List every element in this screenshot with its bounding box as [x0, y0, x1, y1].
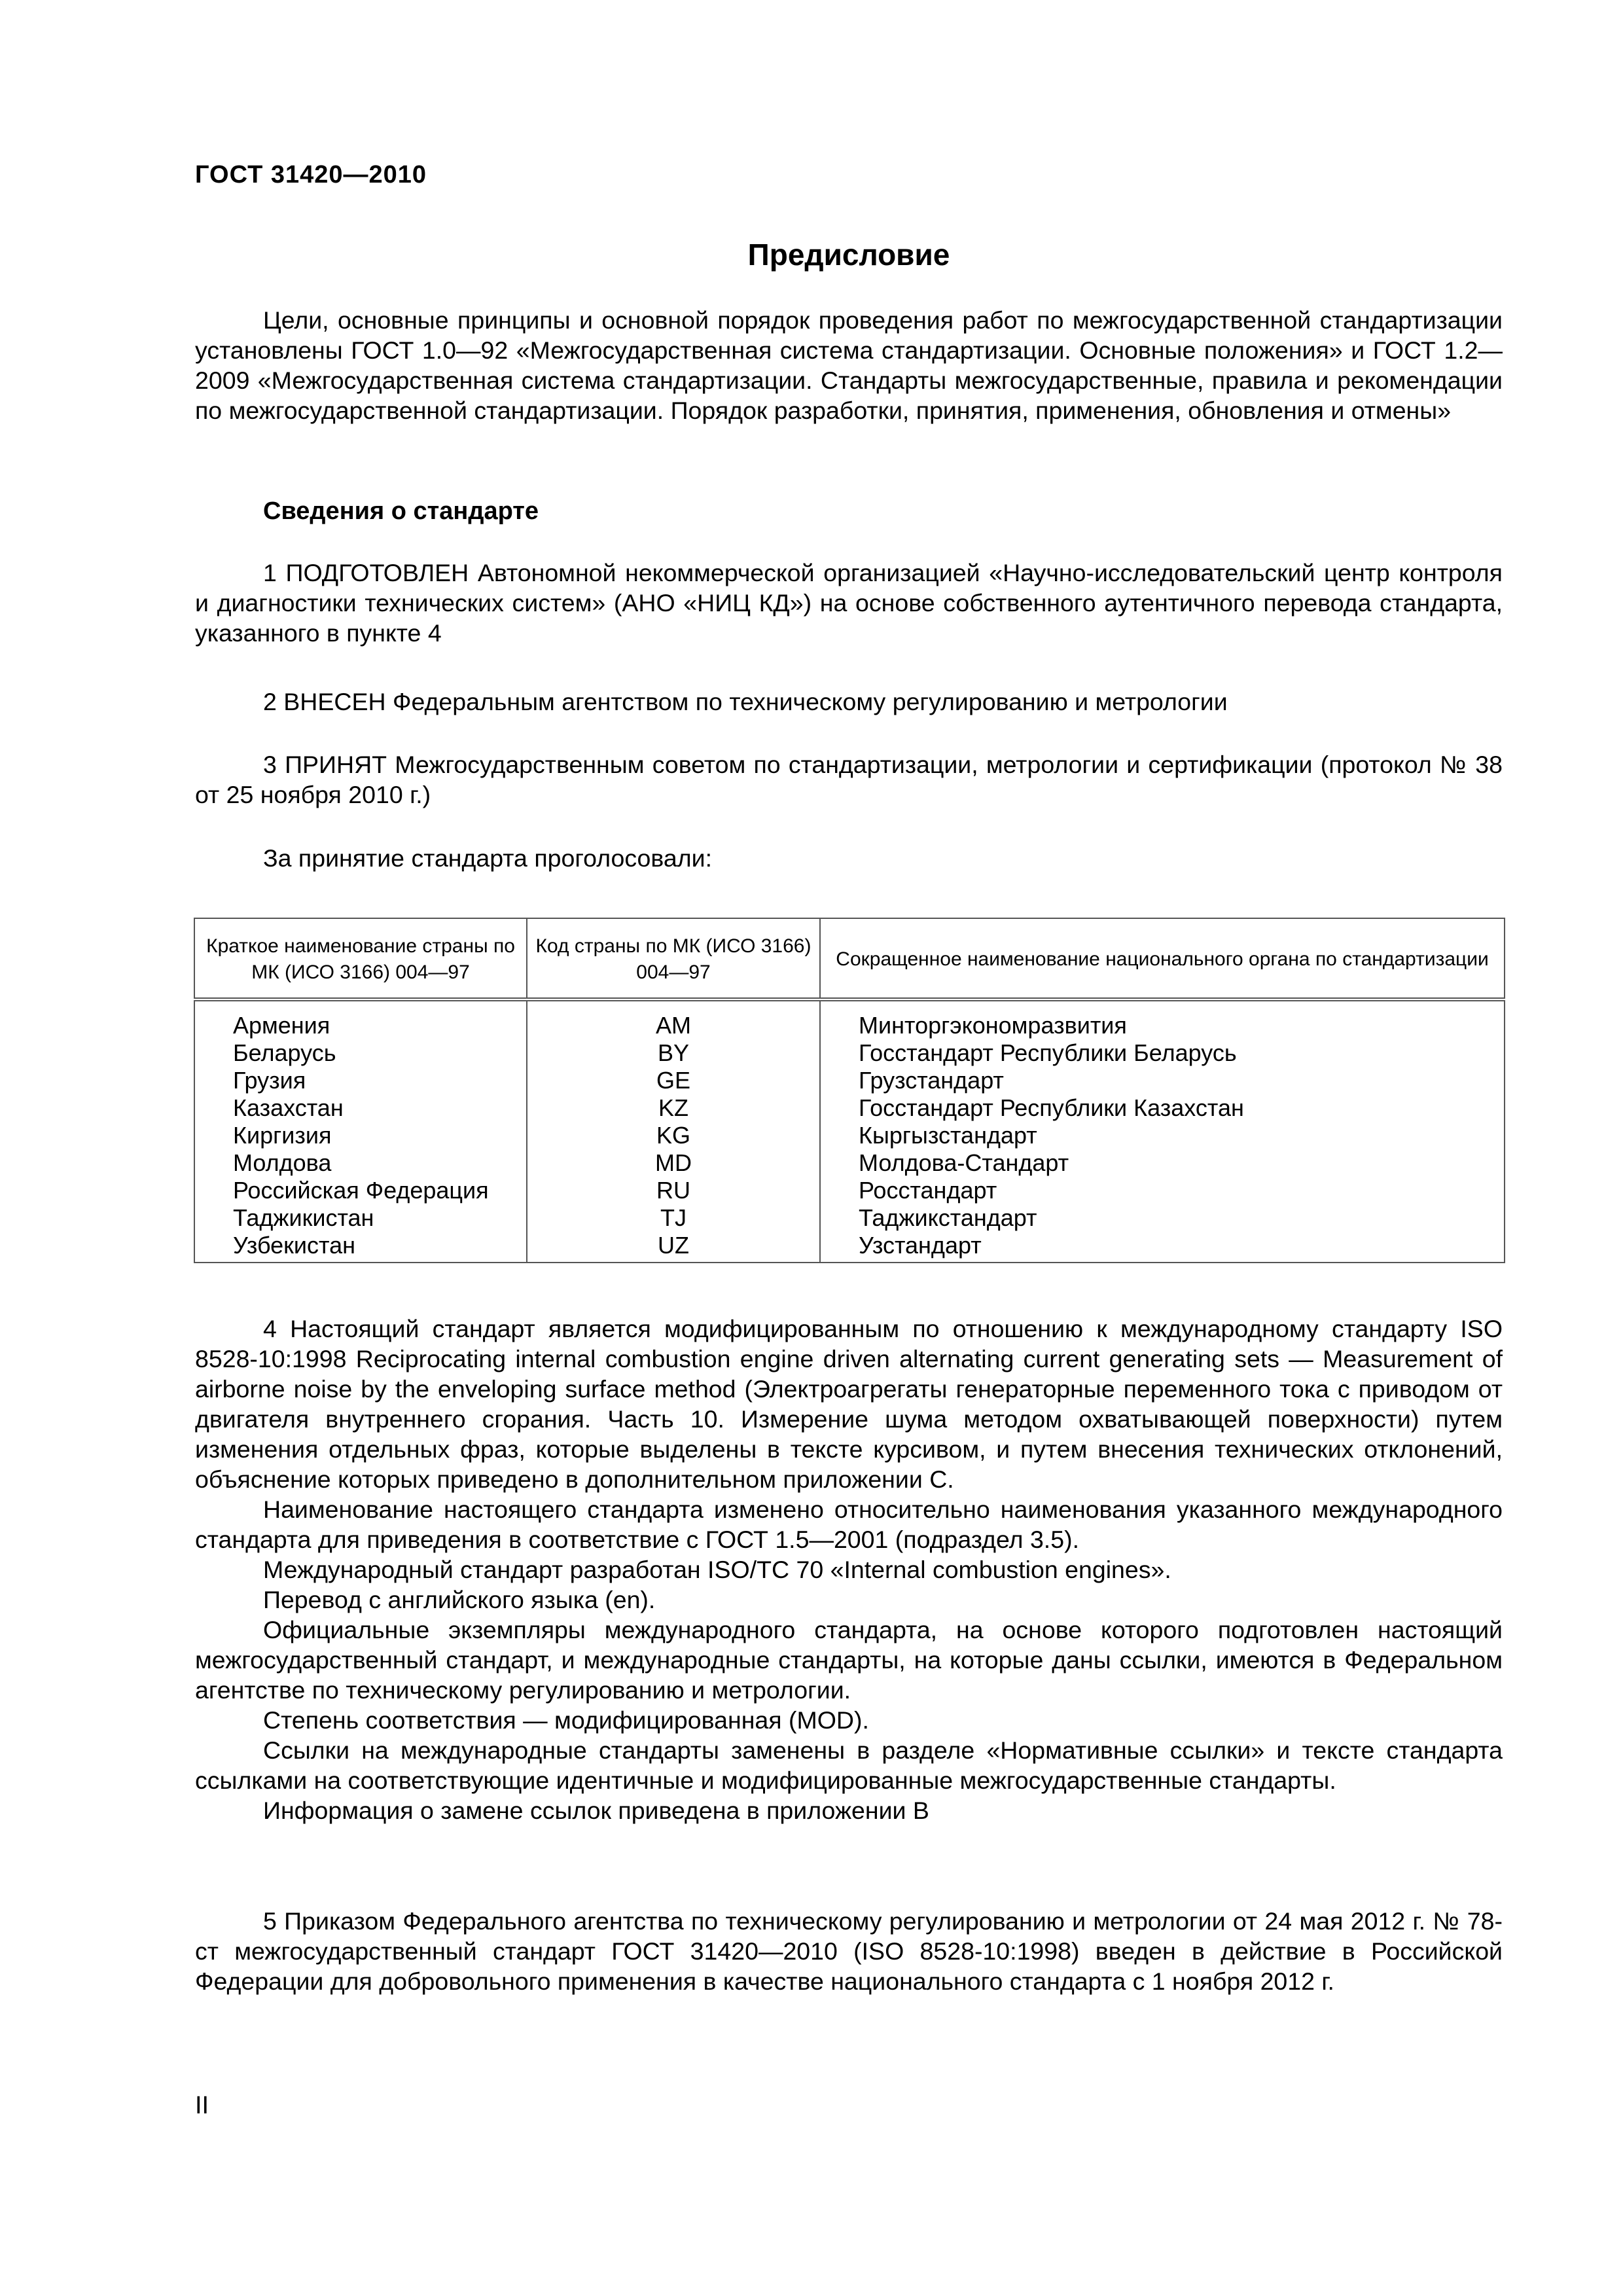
country-cell: Казахстан [233, 1094, 344, 1121]
item-4-translation: Перевод с английского языка (en). [263, 1586, 656, 1613]
header-national-body: Сокращенное наименование национального органа по стандартизации [820, 918, 1505, 999]
table-row [194, 1094, 1505, 1122]
table-row [194, 1039, 1505, 1067]
org-cell: Минторгэкономразвития [820, 999, 1505, 1039]
table-header-row [194, 918, 1505, 999]
item-4-block [195, 1314, 1503, 1825]
org-cell: Госстандарт Республики Казахстан [820, 1094, 1505, 1122]
item-4-replacement-info: Информация о замене ссылок приведена в приложении В [263, 1797, 929, 1824]
code-cell: UZ [527, 1232, 820, 1263]
table-row [194, 1122, 1505, 1149]
org-cell: Узстандарт [820, 1232, 1505, 1263]
org-cell: Грузстандарт [820, 1067, 1505, 1094]
code-cell: KZ [527, 1094, 820, 1122]
country-cell: Беларусь [233, 1039, 336, 1066]
country-cell: Таджикистан [233, 1204, 374, 1231]
page-title: Предисловие [747, 238, 950, 272]
org-cell: Росстандарт [820, 1177, 1505, 1204]
item-2-submitted: 2 ВНЕСЕН Федеральным агентством по техническому регулированию и метрологии [263, 688, 1228, 715]
code-cell: RU [527, 1177, 820, 1204]
item-4-reference-replacement: Ссылки на международные стандарты заменены в разделе «Нормативные ссылки» и тексте стандарта ссылками на соответствующие идентичные и модифицированные межгосударственные стандарты. [195, 1736, 1503, 1794]
page-number: II [195, 2092, 209, 2119]
item-4-modification: 4 Настоящий стандарт является модифицированным по отношению к международному стандарту ISO 8528-10:1998 Reciprocating internal combustion engine driven alternating current generating sets — Measurement of airborne noise by the enveloping surface method (Электроагрегаты генераторные переменного тока с приводом от двигателя внутреннего сгорания. Часть 10. Измерение шума методом охватывающей поверхности) путем изменения отдельных фраз, которые выделены в тексте курсивом, и путем внесения технических отклонений, объяснение которых приведено в дополнительном приложении С. [195, 1315, 1503, 1493]
country-cell: Армения [233, 1012, 330, 1039]
table-row [194, 1067, 1505, 1094]
item-5-enactment: 5 Приказом Федерального агентства по техническому регулированию и метрологии от 24 мая 2012 г. № 78-ст межгосударственный стандарт ГОСТ 31420—2010 (ISO 8528-10:1998) введен в действие в Российской Федерации для добровольного применения в качестве национального стандарта с 1 ноября 2012 г. [195, 1907, 1503, 1995]
item-4-conformity-degree: Степень соответствия — модифицированная (MOD). [263, 1706, 869, 1734]
code-cell: TJ [527, 1204, 820, 1232]
org-cell: Госстандарт Республики Беларусь [820, 1039, 1505, 1067]
header-country-name: Краткое наименование страны по МК (ИСО 3166) 004—97 [194, 918, 527, 999]
item-3-adopted: 3 ПРИНЯТ Межгосударственным советом по стандартизации, метрологии и сертификации (протокол № 38 от 25 ноября 2010 г.) [195, 751, 1503, 808]
item-1-prepared: 1 ПОДГОТОВЛЕН Автономной некоммерческой организацией «Научно-исследовательский центр контроля и диагностики технических систем» (АНО «НИЦ КД») на основе собственного аутентичного перевода стандарта, указанного в пункте 4 [195, 559, 1503, 647]
header-country-code: Код страны по МК (ИСО 3166) 004—97 [527, 918, 820, 999]
item-4-title-change: Наименование настоящего стандарта изменено относительно наименования указанного международного стандарта для приведения в соответствие с ГОСТ 1.5—2001 (подраздел 3.5). [195, 1496, 1503, 1553]
country-cell: Российская Федерация [233, 1177, 489, 1204]
country-cell: Грузия [233, 1067, 306, 1094]
code-cell: GE [527, 1067, 820, 1094]
code-cell: AM [527, 999, 820, 1039]
country-cell: Узбекистан [233, 1232, 356, 1259]
country-cell: Киргизия [233, 1122, 332, 1149]
table-row [194, 1232, 1505, 1263]
org-cell: Таджикстандарт [820, 1204, 1505, 1232]
member-states-table [194, 918, 1505, 1263]
intro-paragraph: Цели, основные принципы и основной порядок проведения работ по межгосударственной стандартизации установлены ГОСТ 1.0—92 «Межгосударственная система стандартизации. Основные положения» и ГОСТ 1.2—2009 «Межгосударственная система стандартизации. Стандарты межгосударственные, правила и рекомендации по межгосударственной стандартизации. Порядок разработки, принятия, применения, обновления и отмены» [195, 306, 1503, 424]
voted-intro: За принятие стандарта проголосовали: [263, 844, 713, 872]
org-cell: Кыргызстандарт [820, 1122, 1505, 1149]
code-cell: MD [527, 1149, 820, 1177]
table-row [194, 1204, 1505, 1232]
code-cell: KG [527, 1122, 820, 1149]
table-row [194, 1149, 1505, 1177]
table-row [194, 1177, 1505, 1204]
item-4-developer: Международный стандарт разработан ISO/TC 70 «Internal combustion engines». [263, 1556, 1171, 1583]
table-row [194, 999, 1505, 1039]
item-4-official-copies: Официальные экземпляры международного стандарта, на основе которого подготовлен настоящий межгосударственный стандарт, и международные стандарты, на которые даны ссылки, имеются в Федеральном агентстве по техническому регулированию и метрологии. [195, 1616, 1503, 1704]
document-code: ГОСТ 31420—2010 [195, 161, 427, 188]
org-cell: Молдова-Стандарт [820, 1149, 1505, 1177]
code-cell: BY [527, 1039, 820, 1067]
section-heading: Сведения о стандарте [263, 497, 539, 525]
country-cell: Молдова [233, 1149, 332, 1176]
